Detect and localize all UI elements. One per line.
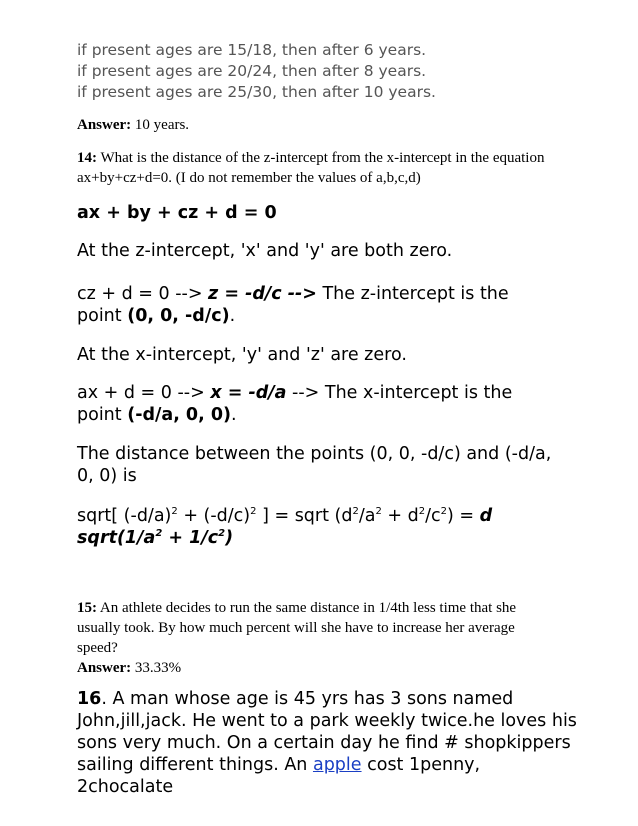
sqrt-result-exp-2: 2 <box>218 528 226 539</box>
question-16-text: . A man whose age is 45 yrs has 3 sons named John,jill,jack. He went to a park weekly twice.he loves his sons very much. On a certain day he find # shopkippers sailing different things. An <box>77 689 577 775</box>
sqrt-exp-4: 2 <box>375 506 382 517</box>
equation-heading: ax + by + cz + d = 0 <box>77 203 277 223</box>
sqrt-result-exp-1: 2 <box>155 528 163 539</box>
age-ratio-lines <box>77 40 597 103</box>
sqrt-part-3: ] = sqrt (d <box>256 506 353 526</box>
distance-statement: The distance between the points (0, 0, -d/c) and (-d/a, 0, 0) is <box>77 444 552 486</box>
question-14-text: What is the distance of the z-intercept from the x-intercept in the equation ax+by+cz+d=0. (I do not remember the values of a,b,c,d) <box>77 150 545 186</box>
sqrt-part-7: ) = <box>447 506 480 526</box>
z-end: . <box>229 306 236 326</box>
age-line-1: if present ages are 15/18, then after 6 years. <box>77 41 427 59</box>
sqrt-result-2: + 1/c <box>162 528 219 548</box>
sqrt-part-5: + d <box>381 506 419 526</box>
z-point: (0, 0, -d/c) <box>127 306 230 326</box>
question-16-number: 16 <box>77 689 102 709</box>
z-expression: z = -d/c --> <box>208 284 317 304</box>
sqrt-result-1: d sqrt(1/a <box>77 506 493 548</box>
sqrt-exp-5: 2 <box>418 506 426 517</box>
sqrt-exp-3: 2 <box>352 506 359 517</box>
age-line-2: if present ages are 20/24, then after 8 years. <box>77 62 427 80</box>
apple-link[interactable]: apple <box>312 755 362 775</box>
question-15 <box>77 598 557 678</box>
sqrt-part-6: /c <box>425 506 441 526</box>
x-intercept-derivation <box>77 382 517 426</box>
answer-1 <box>77 115 577 135</box>
question-16-text-2: cost 1penny, 2chocalate <box>77 755 481 797</box>
question-16 <box>77 688 577 798</box>
sqrt-derivation <box>77 505 507 549</box>
z-intercept-derivation <box>77 283 517 327</box>
question-15-number: 15: <box>77 600 97 616</box>
question-14-number: 14: <box>77 150 97 166</box>
sqrt-part-4: /a <box>358 506 376 526</box>
x-point: (-d/a, 0, 0) <box>127 405 232 425</box>
z-intercept-intro: At the z-intercept, 'x' and 'y' are both zero. <box>77 241 453 261</box>
x-mid: --> The x-intercept is the point <box>77 383 513 425</box>
answer-15-value: 33.33% <box>131 660 182 676</box>
x-intercept-intro: At the x-intercept, 'y' and 'z' are zero. <box>77 345 407 365</box>
sqrt-exp-1: 2 <box>171 506 178 517</box>
question-14 <box>77 148 557 188</box>
x-expression: x = -d/a <box>210 383 287 403</box>
answer-15-label: Answer: <box>77 660 132 676</box>
question-15-text: An athlete decides to run the same distance in 1/4th less time that she usually took. By how much percent will she have to increase her average speed? <box>77 600 517 656</box>
sqrt-part-1: sqrt[ (-d/a) <box>77 506 172 526</box>
answer-value: 10 years. <box>131 117 190 133</box>
sqrt-exp-6: 2 <box>440 506 448 517</box>
sqrt-exp-2: 2 <box>250 506 257 517</box>
z-pre: cz + d = 0 --> <box>77 284 209 304</box>
x-end: . <box>231 405 237 425</box>
x-pre: ax + d = 0 --> <box>77 383 211 403</box>
z-mid: The z-intercept is the point <box>77 284 509 326</box>
age-line-3: if present ages are 25/30, then after 10 years. <box>77 83 436 101</box>
sqrt-result-3: ) <box>225 528 234 548</box>
answer-label: Answer: <box>77 117 132 133</box>
sqrt-part-2: + (-d/c) <box>177 506 251 526</box>
